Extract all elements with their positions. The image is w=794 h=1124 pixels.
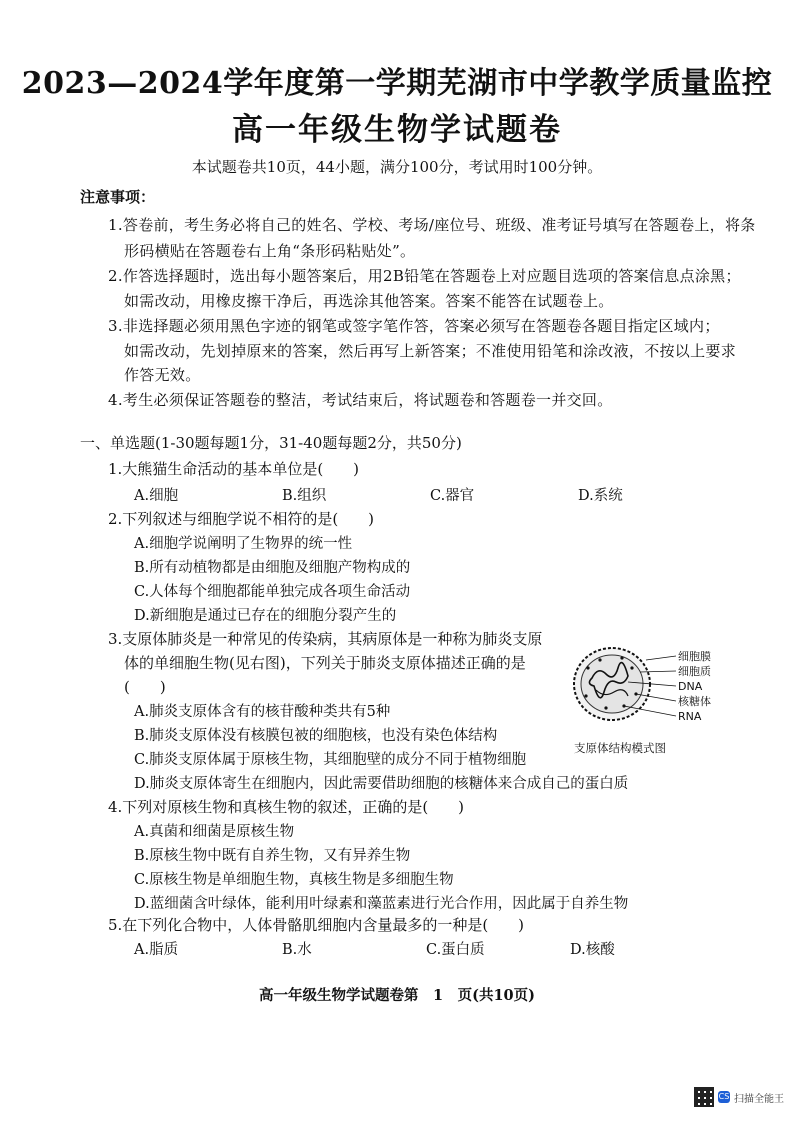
question-stem: 5.在下列化合物中，人体骨骼肌细胞内含量最多的一种是( ): [108, 916, 525, 934]
notice-line: 3.非选择题必须用黑色字迹的钢笔或签字笔作答，答案必须写在答题卷各题目指定区域内；: [108, 317, 720, 335]
label-cytoplasm: 细胞质: [678, 665, 711, 678]
qr-code-icon: [694, 1087, 714, 1107]
option-a: A.细胞学说阐明了生物界的统一性: [134, 536, 353, 552]
notice-line: 形码横贴在答题卷右上角“条形码粘贴处”。: [124, 242, 416, 260]
watermark-text: 扫描全能王: [734, 1093, 784, 1105]
option-a: A.真菌和细菌是原核生物: [134, 824, 295, 840]
notice-line: 2.作答选择题时，选出每小题答案后，用2B铅笔在答题卷上对应题目选项的答案信息点涂黑；: [108, 267, 741, 285]
option-d: D.肺炎支原体寄生在细胞内，因此需要借助细胞的核糖体来合成自己的蛋白质: [134, 776, 629, 792]
option-d: D.蓝细菌含叶绿体，能利用叶绿素和藻蓝素进行光合作用，因此属于自养生物: [134, 896, 629, 912]
option-a: A.肺炎支原体含有的核苷酸种类共有5种: [134, 704, 391, 720]
scanner-watermark: [694, 1087, 784, 1107]
option-b: B.肺炎支原体没有核膜包被的细胞核，也没有染色体结构: [134, 728, 498, 744]
notice-line: 作答无效。: [124, 366, 201, 384]
option-c: C.器官: [430, 488, 475, 504]
label-cell-membrane: 细胞膜: [678, 650, 711, 663]
question-stem: 体的单细胞生物(见右图)，下列关于肺炎支原体描述正确的是: [124, 654, 526, 672]
section-title: 一、单选题(1-30题每题1分，31-40题每题2分，共50分): [80, 434, 462, 452]
option-c: C.蛋白质: [426, 942, 485, 958]
option-c: C.人体每个细胞都能单独完成各项生命活动: [134, 584, 411, 600]
option-c: C.肺炎支原体属于原核生物，其细胞壁的成分不同于植物细胞: [134, 752, 527, 768]
option-b: B.所有动植物都是由细胞及细胞产物构成的: [134, 560, 411, 576]
page-footer: 高一年级生物学试题卷第 1 页(共10页): [259, 987, 535, 1004]
option-b: B.水: [282, 942, 312, 958]
option-b: B.原核生物中既有自养生物，又有异养生物: [134, 848, 411, 864]
option-b: B.组织: [282, 488, 327, 504]
notice-heading: 注意事项：: [80, 188, 156, 206]
label-rna: RNA: [678, 710, 702, 723]
question-stem: 4.下列对原核生物和真核生物的叙述，正确的是( ): [108, 798, 465, 816]
option-d: D.系统: [578, 488, 623, 504]
option-d: D.核酸: [570, 942, 615, 958]
notice-line: 1.答卷前，考生务必将自己的姓名、学校、考场/座位号、班级、准考证号填写在答题卷上，将条: [108, 216, 756, 234]
question-stem: 1.大熊猫生命活动的基本单位是( ): [108, 460, 360, 478]
notice-line: 如需改动，先划掉原来的答案，然后再写上新答案；不准使用铅笔和涂改液，不按以上要求: [124, 342, 737, 360]
exam-info: 本试题卷共10页，44小题，满分100分，考试用时100分钟。: [191, 158, 603, 176]
exam-subject-title: 高一年级生物学试题卷: [232, 112, 562, 148]
question-stem: ( ): [124, 678, 166, 696]
figure-caption: 支原体结构模式图: [574, 741, 666, 755]
scanner-app-icon: CS: [718, 1092, 730, 1101]
notice-line: 4.考生必须保证答题卷的整洁，考试结束后，将试题卷和答题卷一并交回。: [108, 391, 613, 409]
question-stem: 2.下列叙述与细胞学说不相符的是( ): [108, 510, 375, 528]
option-a: A.细胞: [134, 488, 179, 504]
notice-line: 如需改动，用橡皮擦干净后，再选涂其他答案。答案不能答在试题卷上。: [124, 292, 614, 310]
option-d: D.新细胞是通过已存在的细胞分裂产生的: [134, 608, 397, 624]
option-a: A.脂质: [134, 942, 179, 958]
question-stem: 3.支原体肺炎是一种常见的传染病，其病原体是一种称为肺炎支原: [108, 630, 543, 648]
option-c: C.原核生物是单细胞生物，真核生物是多细胞生物: [134, 872, 454, 888]
label-dna: DNA: [678, 680, 703, 693]
exam-header-title: 2023—2024学年度第一学期芜湖市中学教学质量监控: [21, 66, 773, 101]
label-ribosome: 核糖体: [678, 695, 711, 708]
